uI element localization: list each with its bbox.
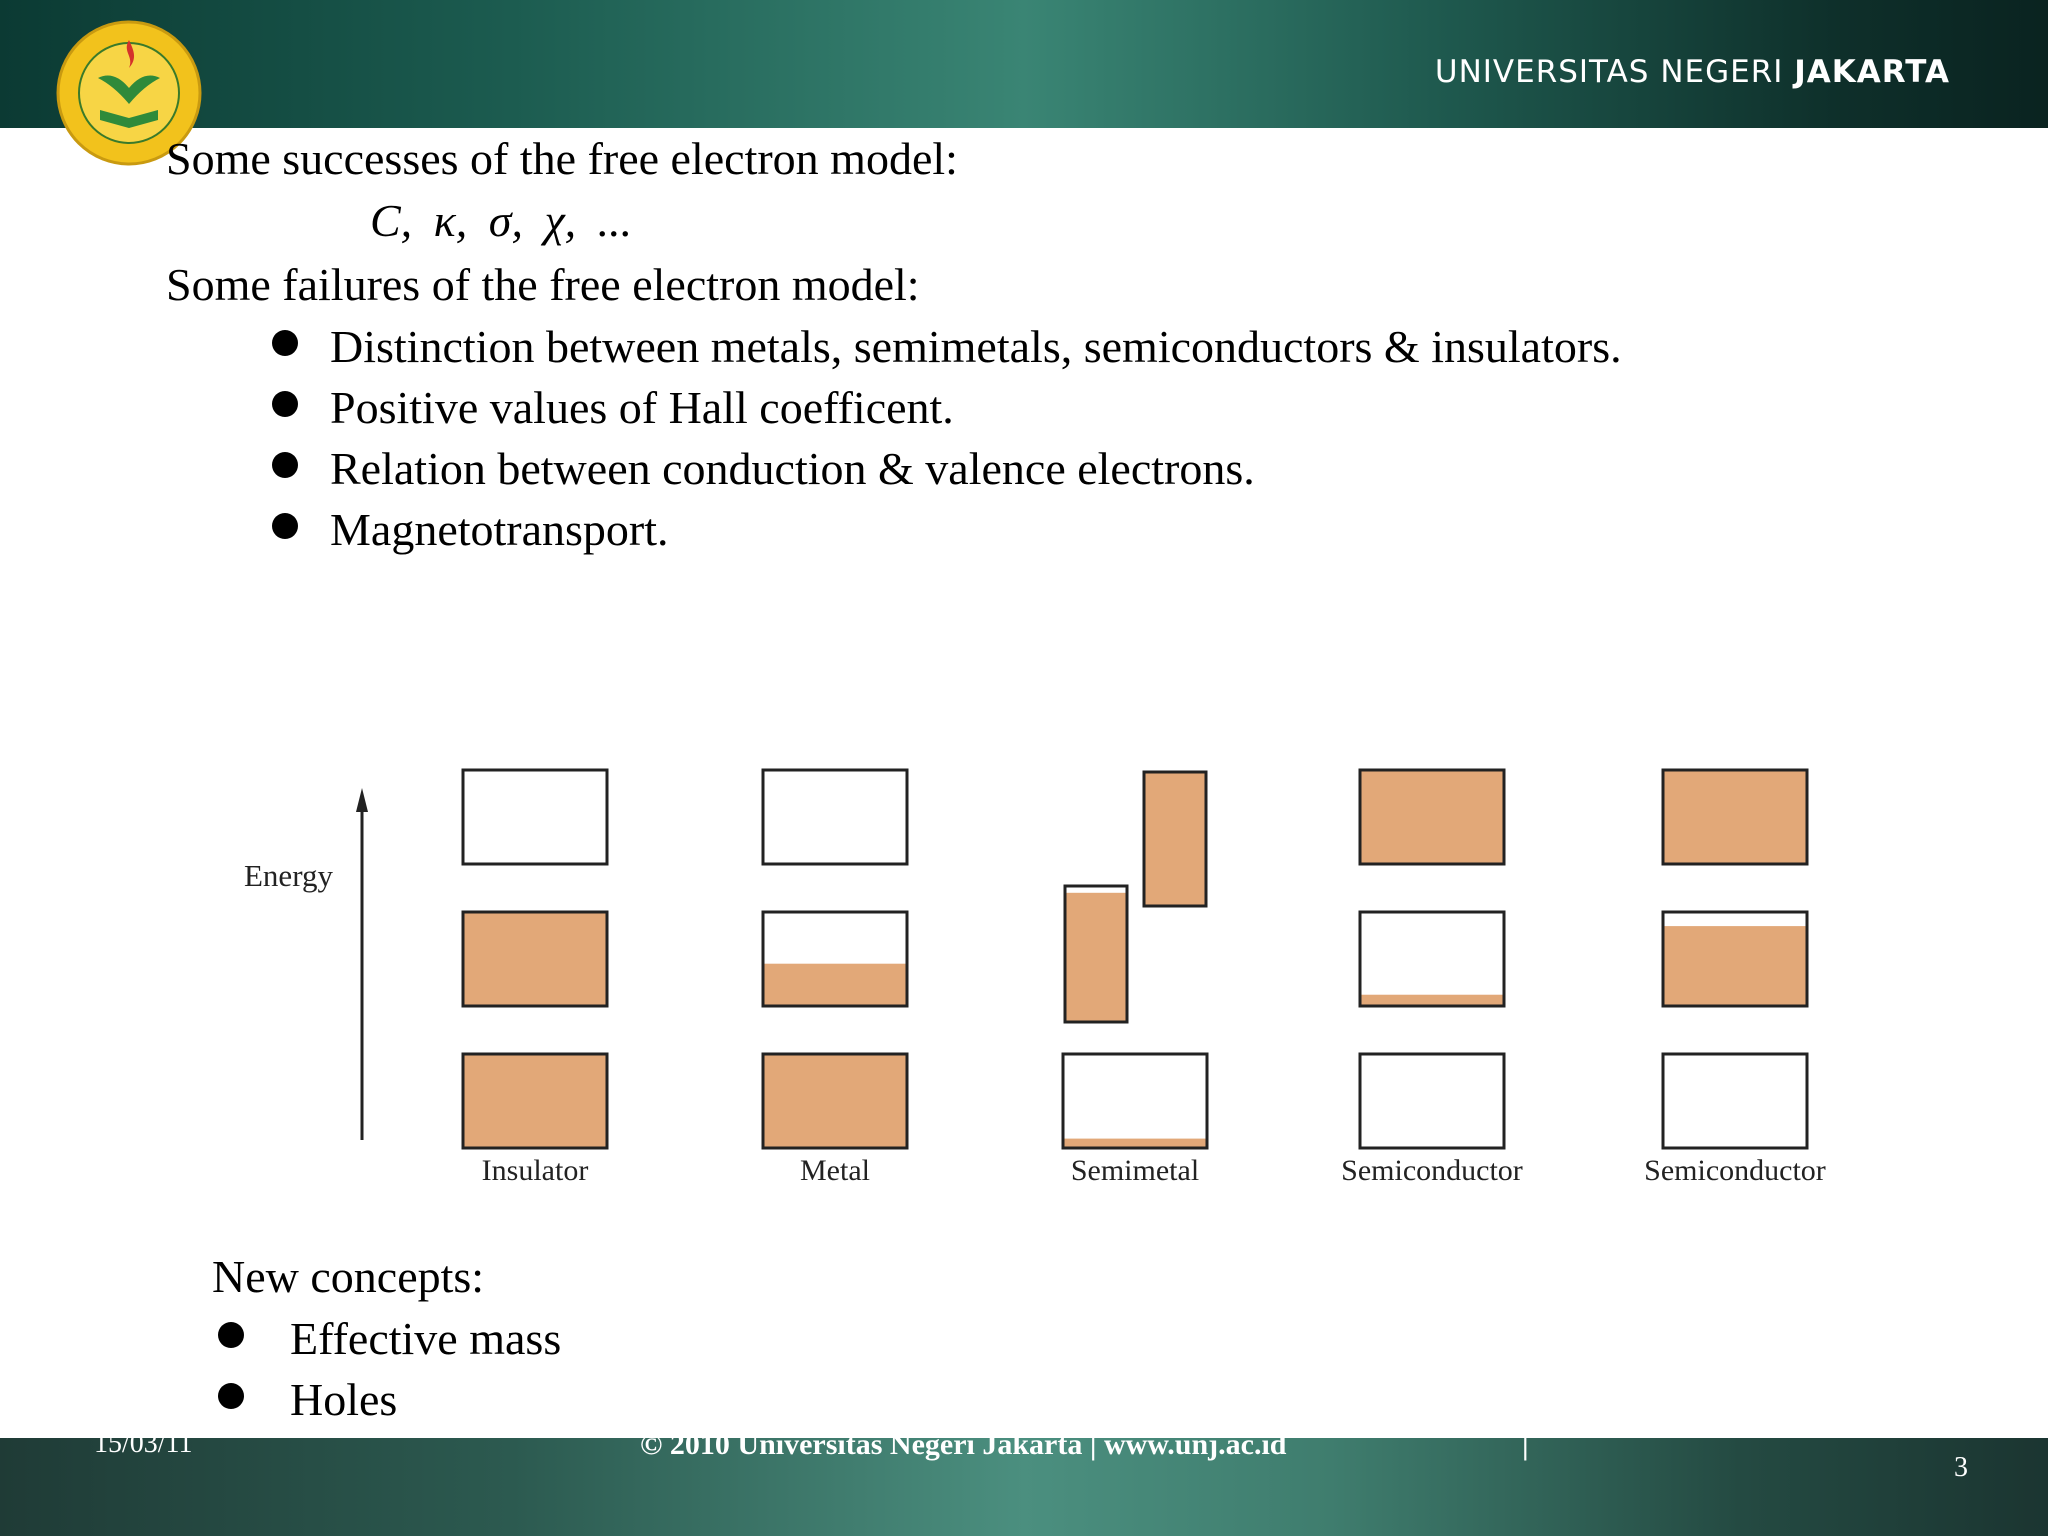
university-name-bold: JAKARTA — [1794, 54, 1950, 90]
band-fill — [764, 964, 906, 1006]
band-column-label: Insulator — [481, 1154, 589, 1187]
failure-item: Relation between conduction & valence electrons. — [330, 443, 1255, 494]
failure-item: Distinction between metals, semimetals, semiconductors & insulators. — [330, 321, 1622, 372]
energy-band — [1360, 1054, 1504, 1148]
band-column — [1644, 770, 1826, 1187]
energy-axis-arrow-icon — [356, 788, 368, 812]
band-diagram — [220, 750, 1870, 1200]
energy-band — [763, 770, 907, 864]
band-fill — [1664, 770, 1806, 864]
band-fill — [1066, 893, 1126, 1022]
band-fill — [464, 912, 606, 1006]
band-column — [1341, 770, 1523, 1187]
energy-band — [1360, 912, 1504, 1006]
band-columns — [463, 770, 1826, 1187]
band-fill — [1664, 926, 1806, 1006]
band-column — [463, 770, 607, 1187]
footer-copyright: © 2010 Universitas Negeri Jakarta | www.unj.ac.id — [640, 1428, 1287, 1461]
footer-date: 15/03/11 — [94, 1428, 193, 1459]
band-column — [763, 770, 907, 1187]
bullet-icon — [272, 452, 298, 478]
university-name-light: UNIVERSITAS NEGERI — [1434, 54, 1784, 90]
successes-heading: Some successes of the free electron model: — [166, 133, 958, 184]
band-fill — [464, 1054, 606, 1148]
new-concept-item: Holes — [290, 1374, 398, 1425]
page-number: 3 — [1954, 1452, 1968, 1483]
university-name — [1435, 54, 1950, 90]
energy-axis-label: Energy — [244, 858, 333, 893]
bullet-icon — [218, 1383, 244, 1409]
band-column-label: Semiconductor — [1341, 1154, 1523, 1187]
footer-separator: | — [1522, 1428, 1529, 1461]
band-fill — [1145, 772, 1205, 906]
band-fill — [1361, 770, 1503, 864]
band-column-label: Semimetal — [1070, 1154, 1200, 1187]
band-column-label: Metal — [800, 1154, 870, 1187]
bullet-icon — [218, 1322, 244, 1348]
failure-item: Positive values of Hall coefficent. — [330, 382, 954, 433]
new-concept-item: Effective mass — [290, 1313, 562, 1364]
new-concepts-heading: New concepts: — [212, 1251, 485, 1302]
band-fill — [1361, 995, 1503, 1006]
bullet-icon — [272, 391, 298, 417]
energy-band — [463, 770, 607, 864]
energy-band — [1063, 1054, 1207, 1148]
bullet-icon — [272, 513, 298, 539]
band-column-label: Semiconductor — [1644, 1154, 1826, 1187]
failure-item: Magnetotransport. — [330, 504, 669, 555]
energy-band — [1663, 1054, 1807, 1148]
bullet-icon — [272, 330, 298, 356]
band-fill — [764, 1054, 906, 1148]
successes-symbols: C, κ, σ, χ, ... — [370, 195, 633, 246]
band-column — [1063, 772, 1207, 1187]
failures-heading: Some failures of the free electron model: — [166, 259, 920, 310]
